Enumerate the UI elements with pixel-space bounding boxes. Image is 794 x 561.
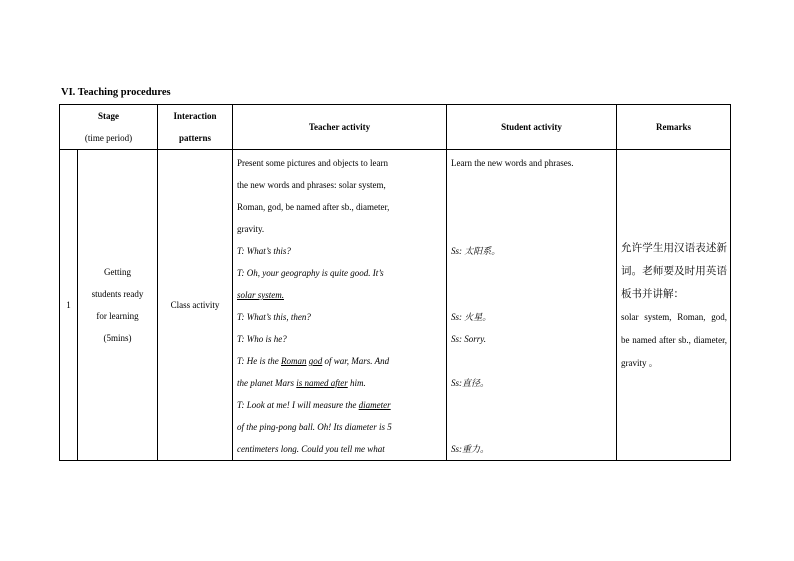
student-activity-cell <box>447 150 617 461</box>
interaction-cell: Class activity <box>158 150 233 461</box>
teacher-line-12 <box>237 394 443 416</box>
student-spacer <box>451 196 613 218</box>
student-line-14: Ss:重力。 <box>451 444 489 454</box>
header-interaction <box>158 105 233 150</box>
table-header-row <box>60 105 731 150</box>
teacher-line-6: T: Oh, your geography is quite good. It’s <box>237 268 384 278</box>
student-spacer <box>451 174 613 196</box>
student-spacer <box>451 416 613 438</box>
teacher-line-9: T: Who is he? <box>237 334 287 344</box>
header-stage-sub: (time period) <box>84 133 133 143</box>
remarks-cell <box>617 150 731 461</box>
stage-line-3: for learning <box>96 311 139 321</box>
teacher-line-1: Present some pictures and objects to learn <box>237 158 388 168</box>
student-line-5: Ss: 太阳系。 <box>451 246 501 256</box>
student-spacer <box>451 262 613 284</box>
keyword-god: god <box>308 356 323 366</box>
teacher-line-10-a: T: He is the <box>237 356 281 366</box>
student-spacer <box>451 218 613 240</box>
teacher-line-10 <box>237 350 443 372</box>
section-title: VI. Teaching procedures <box>61 87 171 98</box>
stage-line-1: Getting <box>104 267 131 277</box>
teacher-line-13: of the ping-pong ball. Oh! Its diameter is 5 <box>237 422 392 432</box>
teacher-line-14: centimeters long. Could you tell me what <box>237 444 385 454</box>
keyword-roman: Roman <box>281 356 307 366</box>
keyword-named-after: is named after <box>296 378 348 388</box>
teacher-line-2: the new words and phrases: solar system, <box>237 180 386 190</box>
teacher-line-3: Roman, god, be named after sb., diameter, <box>237 202 390 212</box>
student-line-11: Ss:直径。 <box>451 378 489 388</box>
row-number: 1 <box>60 150 78 461</box>
teacher-line-10-e: of war, Mars. And <box>322 356 390 366</box>
stage-line-4: (5mins) <box>103 333 132 343</box>
header-interaction-sub: patterns <box>179 133 211 143</box>
student-spacer <box>451 394 613 416</box>
teaching-procedures-table <box>59 104 731 461</box>
student-spacer <box>451 284 613 306</box>
teacher-line-7: solar system. <box>237 290 284 300</box>
student-line-1: Learn the new words and phrases. <box>451 158 574 168</box>
teacher-activity-cell <box>233 150 447 461</box>
remarks-chinese: 允许学生用汉语表述新词。老师要及时用英语板书并讲解： <box>621 242 727 300</box>
teacher-line-11 <box>237 372 443 394</box>
stage-line-2: students ready <box>91 289 144 299</box>
header-student-activity: Student activity <box>447 105 617 150</box>
teacher-line-8: T: What’s this, then? <box>237 312 311 322</box>
student-line-9: Ss: Sorry. <box>451 334 487 344</box>
teacher-line-11-c: him. <box>347 378 366 388</box>
remarks-english: solar system, Roman, god, be named after sb., diameter, gravity 。 <box>621 312 727 368</box>
teacher-line-12-a: T: Look at me! I will measure the <box>237 400 359 410</box>
header-remarks: Remarks <box>617 105 731 150</box>
keyword-diameter: diameter <box>358 400 391 410</box>
teacher-line-4: gravity. <box>237 224 265 234</box>
header-stage-label: Stage <box>98 111 119 121</box>
student-line-8: Ss: 火星。 <box>451 312 492 322</box>
header-teacher-activity: Teacher activity <box>233 105 447 150</box>
teacher-line-11-a: the planet Mars <box>237 378 297 388</box>
student-spacer <box>451 350 613 372</box>
header-interaction-label: Interaction <box>173 111 217 121</box>
teacher-line-5: T: What’s this? <box>237 246 291 256</box>
table-row <box>60 150 731 461</box>
stage-cell <box>78 150 158 461</box>
header-stage <box>60 105 158 150</box>
